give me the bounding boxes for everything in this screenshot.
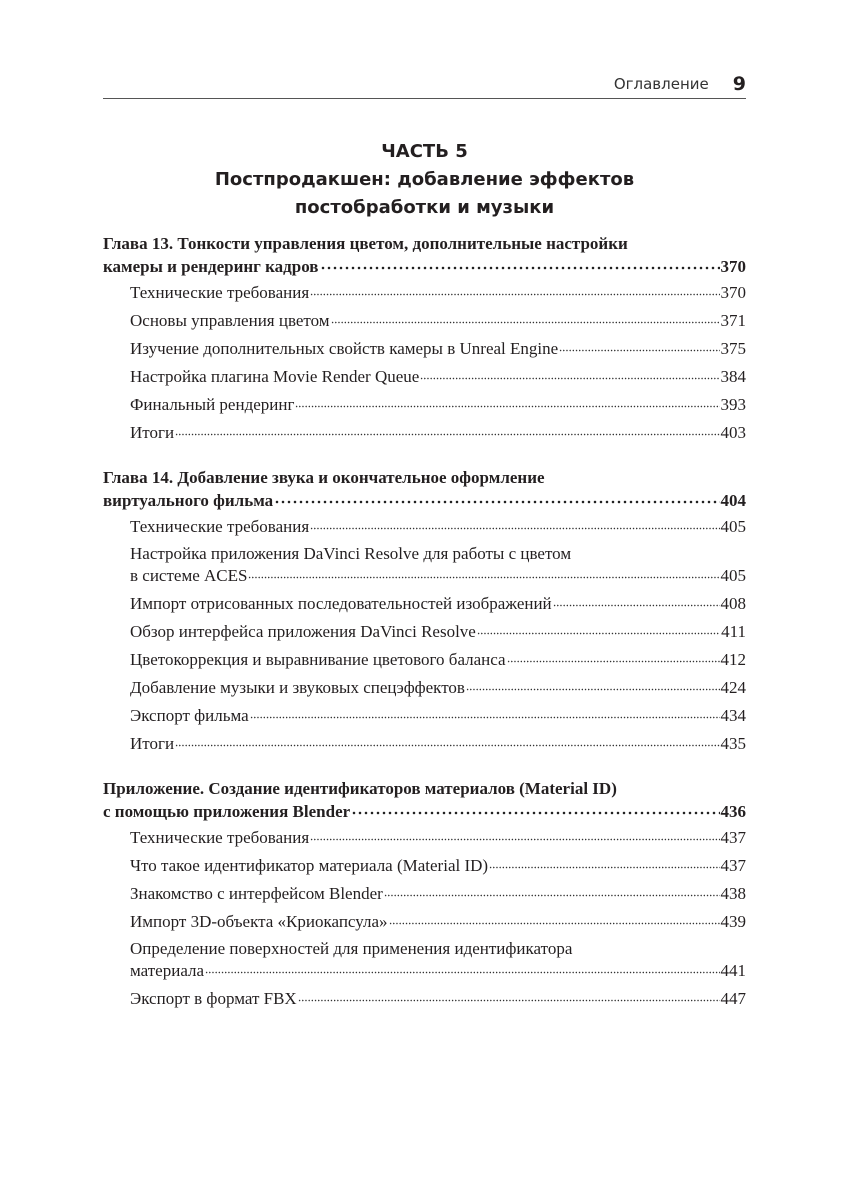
toc-entry-page-number: 408: [720, 594, 746, 613]
toc-entry-page-number: 370: [720, 283, 746, 302]
dot-leader: [310, 281, 719, 298]
toc-entry-text: материала: [130, 961, 205, 980]
dot-leader: [298, 987, 720, 1004]
toc-entry-page-number: 434: [720, 706, 746, 725]
toc-entry-text: Обзор интерфейса приложения DaVinci Resolve: [130, 622, 476, 641]
chapter-title-row: [103, 255, 746, 278]
toc-entry-text: Знакомство с интерфейсом Blender: [130, 884, 383, 903]
toc-entry-row: [130, 393, 746, 415]
toc-entry-text: Основы управления цветом: [130, 311, 330, 330]
part-heading: [103, 138, 746, 222]
toc-entry-row: [130, 564, 746, 586]
toc-entry-row: [130, 620, 746, 642]
toc-entry-row: [130, 592, 746, 614]
toc-chapter: [103, 777, 746, 1012]
toc-chapter: [103, 466, 746, 757]
dot-leader: [351, 800, 719, 817]
toc-entry-row: [130, 910, 746, 932]
chapter-title-line1: Глава 13. Тонкости управления цветом, дополнительные настройки: [103, 234, 628, 253]
toc-entry[interactable]: [130, 907, 746, 935]
toc-entry-page-number: 375: [720, 339, 746, 358]
toc-entry[interactable]: [130, 390, 746, 418]
toc-entry-page-number: 435: [720, 734, 746, 753]
dot-leader: [175, 421, 719, 438]
toc-entry-text: Цветокоррекция и выравнивание цветового баланса: [130, 650, 506, 669]
toc-entry-text: Технические требования: [130, 517, 310, 536]
toc-entry[interactable]: [130, 645, 746, 673]
toc-entry-page-number: 438: [720, 884, 746, 903]
toc-entry-row: [130, 281, 746, 303]
dot-leader: [331, 309, 720, 326]
toc-entry-row: [130, 421, 746, 443]
part-title-line1: Постпродакшен: добавление эффектов: [214, 169, 635, 190]
dot-leader: [507, 648, 720, 665]
toc-entry-text: Технические требования: [130, 828, 310, 847]
toc-entry-row: [130, 309, 746, 331]
toc-entry-row: [130, 826, 746, 848]
toc-entry-row: [130, 365, 746, 387]
dot-leader: [274, 489, 719, 506]
chapter-title-row: [103, 489, 746, 512]
toc-entry-text: Экспорт в формат FBX: [130, 989, 297, 1008]
dot-leader: [320, 255, 720, 272]
dot-leader: [384, 882, 720, 899]
toc-entry-page-number: 405: [720, 517, 746, 536]
toc-entry[interactable]: [130, 540, 746, 589]
toc-entry-page-number: 424: [720, 678, 746, 697]
toc-entry-page-number: 439: [720, 912, 746, 931]
toc-entry-row: [130, 676, 746, 698]
toc-entry-row: [130, 854, 746, 876]
toc-entry-page-number: 441: [720, 961, 746, 980]
toc-entry-row: [130, 515, 746, 537]
toc-entry-page-number: 437: [720, 828, 746, 847]
toc-entry-text: Что такое идентификатор материала (Material ID): [130, 856, 489, 875]
chapter-heading[interactable]: [103, 466, 746, 512]
toc-entry-page-number: 393: [720, 395, 746, 414]
toc-entry-text: Итоги: [130, 423, 175, 442]
chapter-title-line1: Глава 14. Добавление звука и окончательное оформление: [103, 468, 545, 487]
dot-leader: [489, 854, 719, 871]
toc-entry-page-number: 384: [720, 367, 746, 386]
running-header: [103, 70, 746, 99]
toc-entry-text: Настройка плагина Movie Render Queue: [130, 367, 420, 386]
dot-leader: [175, 732, 719, 749]
toc-entry[interactable]: [130, 984, 746, 1012]
dot-leader: [248, 564, 719, 581]
chapter-title-page-number: 370: [720, 257, 746, 276]
dot-leader: [205, 959, 719, 976]
toc-entry-row: [130, 882, 746, 904]
toc-entry[interactable]: [130, 306, 746, 334]
toc-entry[interactable]: [130, 823, 746, 851]
chapter-title-page-number: 404: [720, 491, 746, 510]
toc-entry-page-number: 412: [720, 650, 746, 669]
dot-leader: [466, 676, 720, 693]
part-title-line2: постобработки и музыки: [294, 197, 555, 218]
toc-entry-line1: Настройка приложения DaVinci Resolve для работы с цветом: [130, 544, 572, 563]
chapter-title-text: с помощью приложения Blender: [103, 802, 351, 821]
toc-entry-page-number: 405: [720, 566, 746, 585]
toc-entry-row: [130, 704, 746, 726]
toc-entry-row: [130, 337, 746, 359]
toc-entry[interactable]: [130, 935, 746, 984]
toc-entry-row: [130, 987, 746, 1009]
toc-entry-text: Импорт отрисованных последовательностей изображений: [130, 594, 552, 613]
dot-leader: [389, 910, 720, 927]
dot-leader: [295, 393, 719, 410]
toc-entry[interactable]: [130, 418, 746, 446]
dot-leader: [559, 337, 719, 354]
dot-leader: [420, 365, 719, 382]
dot-leader: [250, 704, 720, 721]
toc-chapter: [103, 232, 746, 446]
chapter-heading[interactable]: [103, 777, 746, 823]
toc-entry[interactable]: [130, 362, 746, 390]
chapter-heading[interactable]: [103, 232, 746, 278]
toc-entry-text: Финальный рендеринг: [130, 395, 295, 414]
toc-entry[interactable]: [130, 334, 746, 362]
toc-entry[interactable]: [130, 729, 746, 757]
toc-entry-row: [130, 732, 746, 754]
running-header-title: Оглавление: [613, 75, 709, 93]
dot-leader: [553, 592, 720, 609]
toc-entry[interactable]: [130, 879, 746, 907]
part-label: ЧАСТЬ 5: [381, 141, 468, 162]
dot-leader: [477, 620, 720, 637]
toc-entry-text: в системе ACES: [130, 566, 248, 585]
toc-entry-text: Экспорт фильма: [130, 706, 249, 725]
toc-entry-row: [130, 959, 746, 981]
toc-entry-text: Технические требования: [130, 283, 310, 302]
toc-entry-page-number: 403: [720, 423, 746, 442]
toc-entry-page-number: 371: [720, 311, 746, 330]
toc-entry[interactable]: [130, 278, 746, 306]
chapter-title-page-number: 436: [720, 802, 746, 821]
page-number: 9: [732, 73, 746, 95]
toc-entry[interactable]: [130, 673, 746, 701]
chapter-title-text: виртуального фильма: [103, 491, 274, 510]
toc-entry-page-number: 437: [720, 856, 746, 875]
toc-entry[interactable]: [130, 851, 746, 879]
toc-entry-text: Итоги: [130, 734, 175, 753]
toc-entry[interactable]: [130, 512, 746, 540]
dot-leader: [310, 515, 719, 532]
toc-entry-text: Добавление музыки и звуковых спецэффектов: [130, 678, 465, 697]
toc-entry[interactable]: [130, 617, 746, 645]
toc-entry[interactable]: [130, 701, 746, 729]
toc-entry-page-number: 447: [720, 989, 746, 1008]
chapter-title-line1: Приложение. Создание идентификаторов материалов (Material ID): [103, 779, 617, 798]
table-of-contents: [103, 232, 746, 1032]
toc-entry-text: Изучение дополнительных свойств камеры в Unreal Engine: [130, 339, 559, 358]
toc-entry[interactable]: [130, 589, 746, 617]
dot-leader: [310, 826, 719, 843]
chapter-title-text: камеры и рендеринг кадров: [103, 257, 319, 276]
toc-entry-text: Импорт 3D-объекта «Криокапсула»: [130, 912, 388, 931]
toc-entry-line1: Определение поверхностей для применения идентификатора: [130, 939, 573, 958]
toc-entry-page-number: 411: [721, 622, 746, 641]
chapter-title-row: [103, 800, 746, 823]
toc-entry-row: [130, 648, 746, 670]
